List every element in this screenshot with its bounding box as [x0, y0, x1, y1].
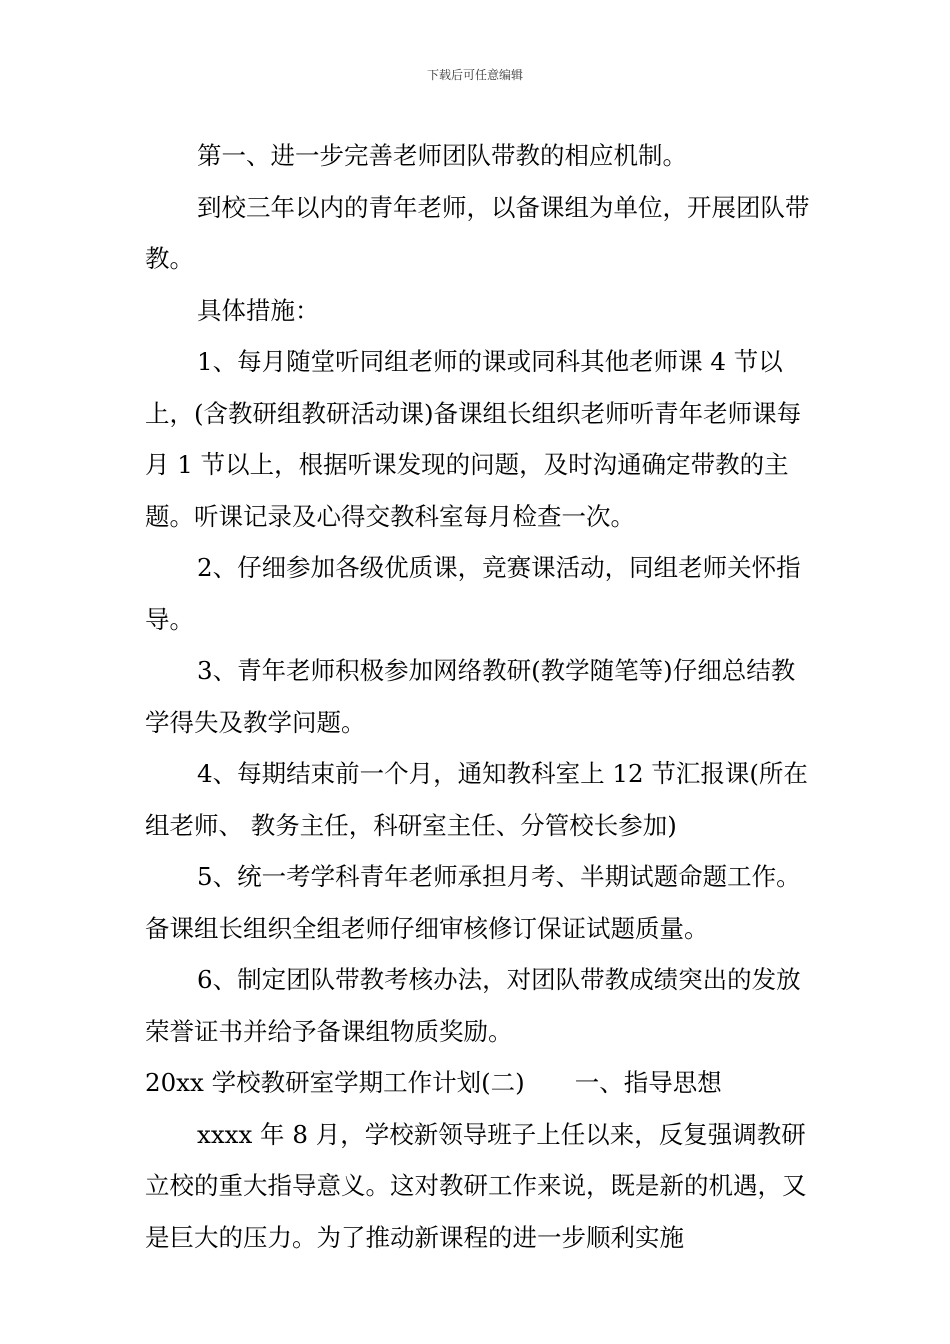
paragraph-measures-label: 具体措施：	[197, 295, 320, 325]
section-title: 20xx 学校教研室学期工作计划(二)	[145, 1068, 525, 1097]
paragraph-guiding-thought: xxxx 年 8 月，学校新领导班子上任以来，反复强调教研立校的重大指导意义。这对教研工作来说，既是新的机遇，又是巨大的压力。为了推动新课程的进一步顺利实施	[145, 1119, 807, 1252]
paragraph-measure-6: 6、制定团队带教考核办法，对团队带教成绩突出的发放荣誉证书并给予备课组物质奖励。	[145, 965, 801, 1046]
paragraph-measure-1: 1、每月随堂听同组老师的课或同科其他老师课 4 节以上，(含教研组教研活动课)备课组长组织老师听青年老师课每月 1 节以上，根据听课发现的问题，及时沟通确定带教的主题。听课记录及心得交教科室每月检查一次。	[145, 347, 802, 531]
section-heading-line	[145, 1057, 813, 1109]
paragraph-measure-5: 5、统一考学科青年老师承担月考、半期试题命题工作。备课组长组织全组老师仔细审核修订保证试题质量。	[145, 862, 801, 943]
paragraph-measure-3: 3、青年老师积极参加网络教研(教学随笔等)仔细总结教学得失及教学问题。	[145, 656, 796, 737]
document-body	[145, 130, 813, 1263]
section-subtitle: 一、指导思想	[574, 1068, 722, 1097]
paragraph-measure-2: 2、仔细参加各级优质课，竞赛课活动，同组老师关怀指导。	[145, 553, 801, 634]
page-header: 下载后可任意编辑	[426, 68, 523, 82]
paragraph-mechanism-heading: 第一、进一步完善老师团队带教的相应机制。	[197, 141, 687, 170]
paragraph-measure-4: 4、每期结束前一个月，通知教科室上 12 节汇报课(所在组老师、 教务主任，科研室主任、分管校长参加)	[145, 759, 808, 840]
paragraph-team-mentoring: 到校三年以内的青年老师，以备课组为单位，开展团队带教。	[145, 192, 810, 273]
